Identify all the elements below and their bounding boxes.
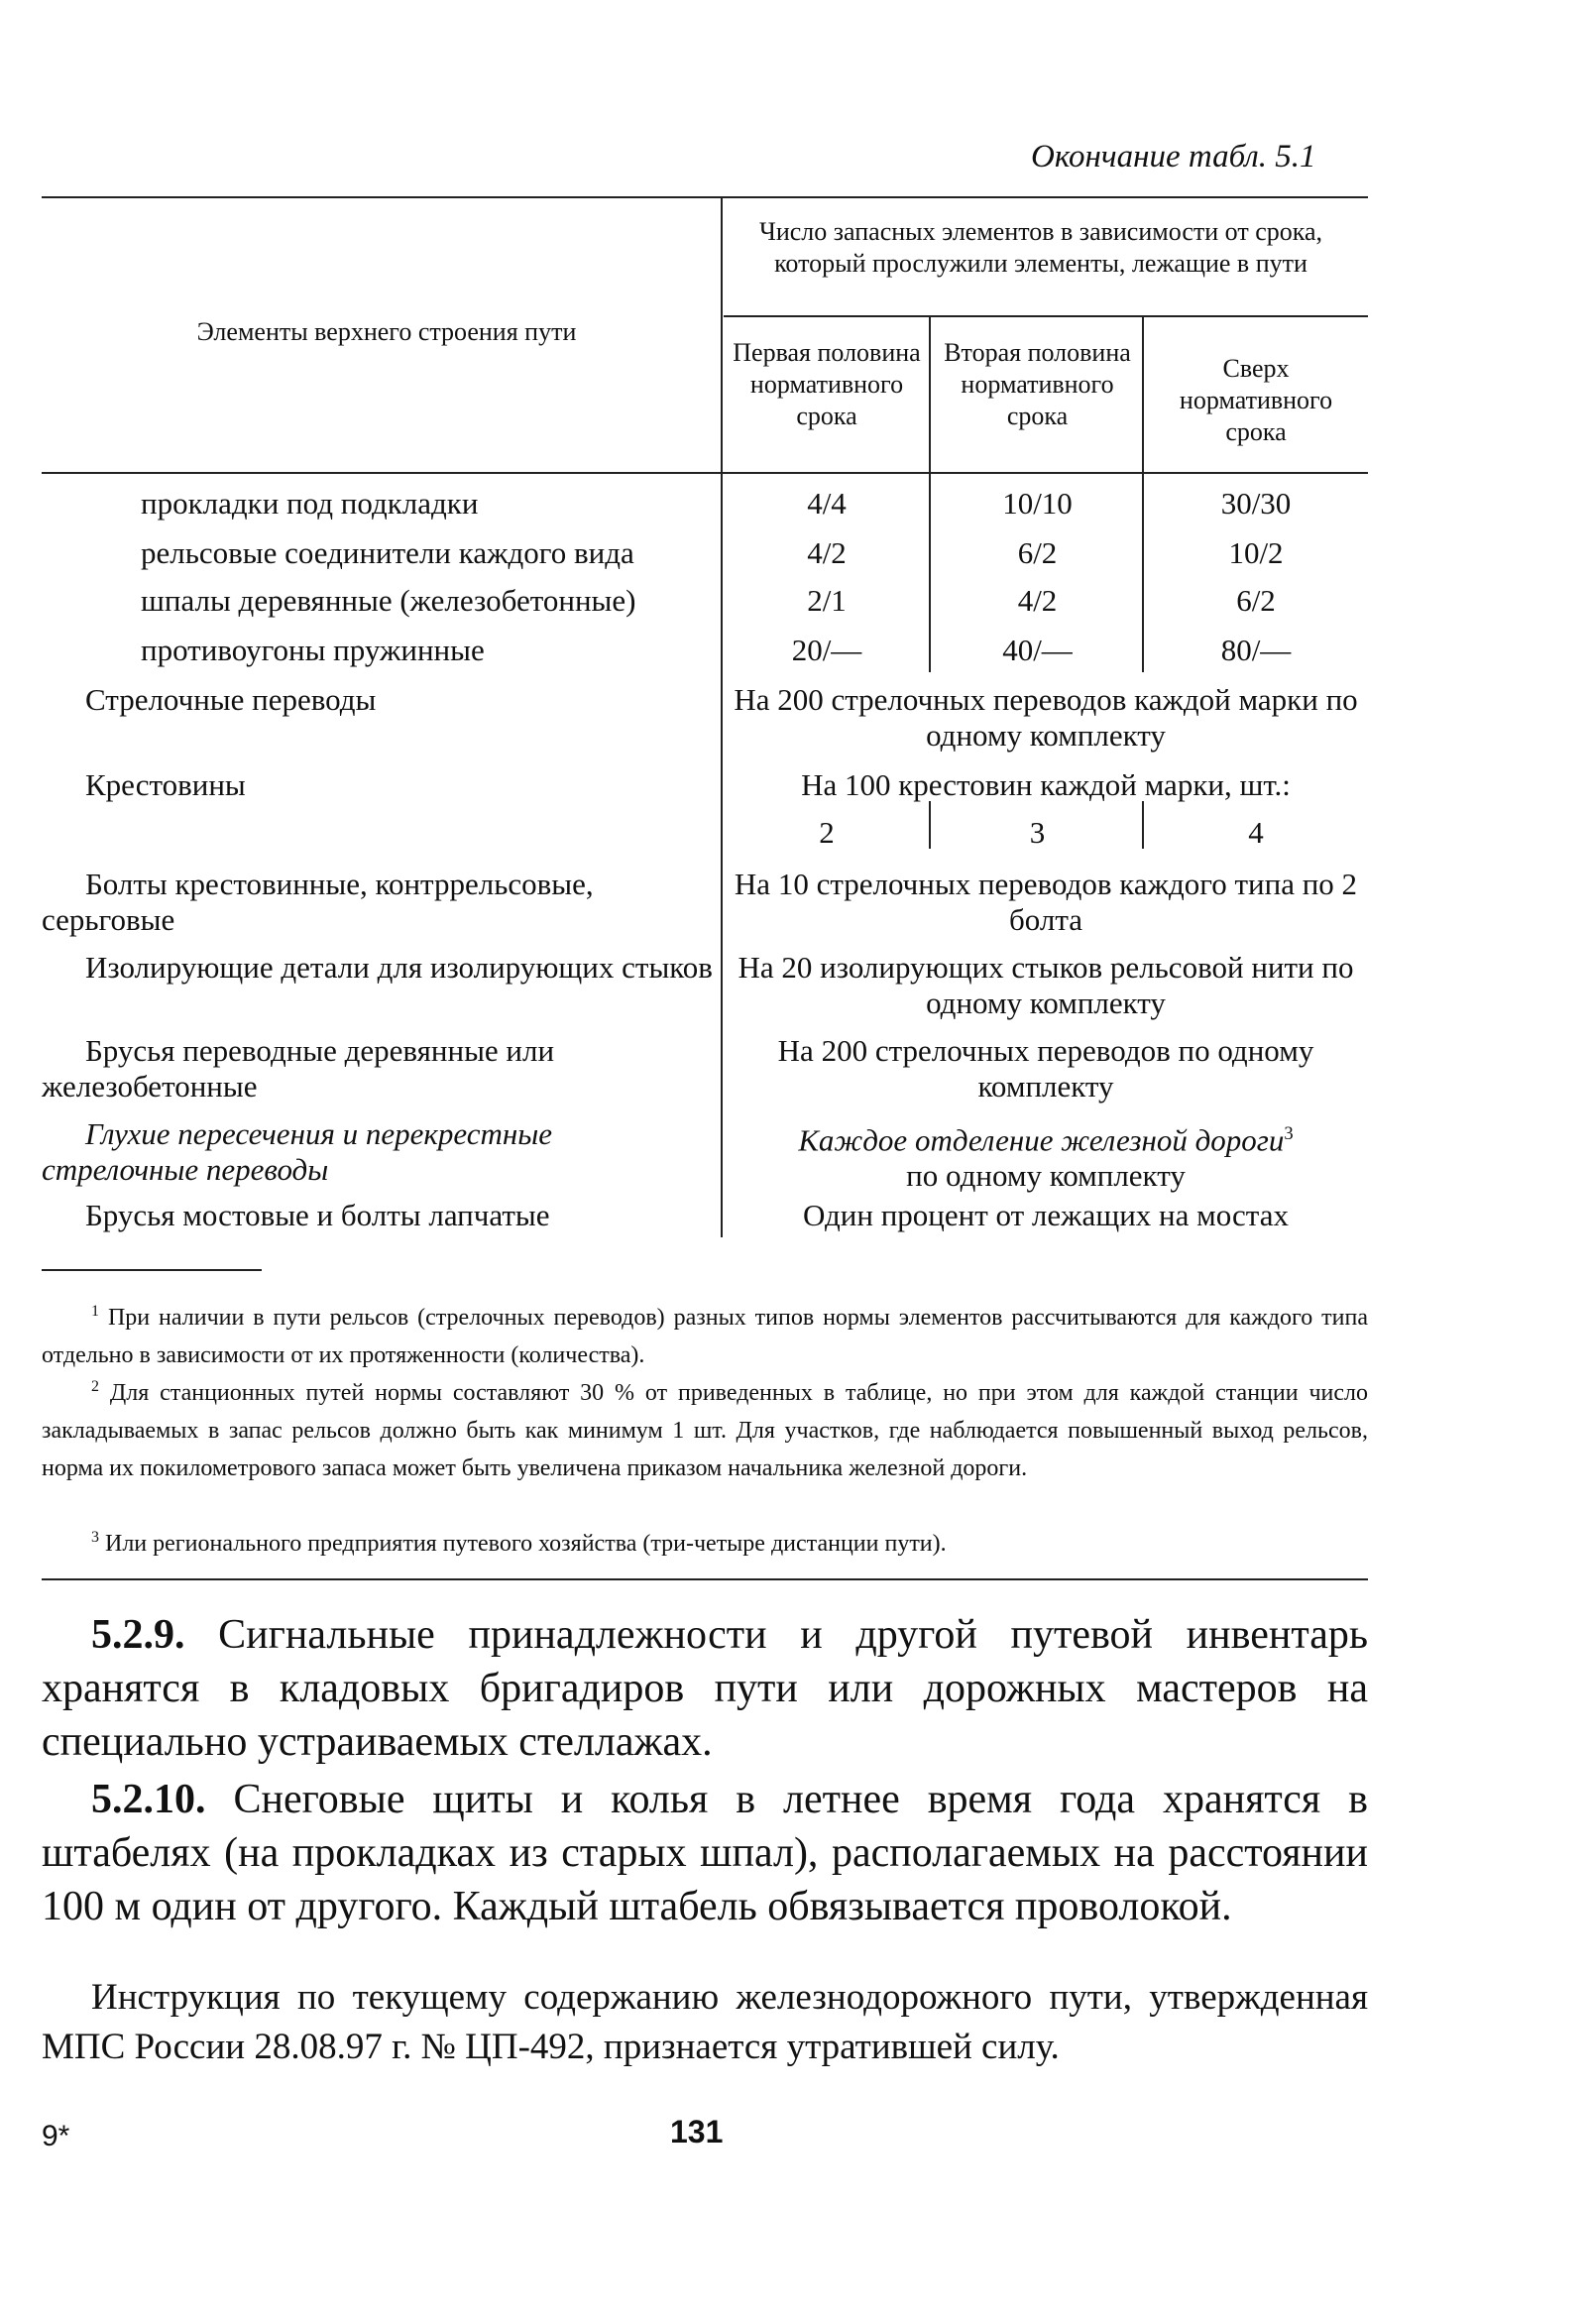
footnote-ref-3: 3: [1284, 1123, 1294, 1144]
paragraph-5-2-10: [42, 1773, 1368, 1933]
table-caption: Окончание табл. 5.1: [1031, 139, 1316, 174]
row-label-bridge: Брусья мостовые и болты лапчатые: [85, 1198, 550, 1232]
switches-value: На 200 стрелочных переводов каждой марки по одному комплекту: [734, 682, 1358, 753]
row-label-pads: прокладки под подкладки: [141, 486, 479, 521]
paragraph-5-2-9: [42, 1608, 1368, 1769]
row-label-anchors: противоугоны пружинные: [141, 633, 485, 667]
col-divider-1-body: [929, 474, 931, 672]
cell: 4/2: [807, 535, 847, 570]
footnote-text: Или регионального предприятия путевого хозяйства (три-четыре дистанции пути).: [105, 1531, 947, 1557]
group-column-header: Число запасных элементов в зависимости от срока, который прослужили элементы, лежащие в пути: [758, 217, 1323, 278]
footnote-number: 2: [91, 1378, 99, 1395]
bridge-value: Один процент от лежащих на мостах: [803, 1198, 1289, 1232]
cell: 10/2: [1228, 535, 1284, 570]
cell: 4/4: [807, 486, 847, 521]
row-label-crossings: Глухие пересечения и перекрестные стрелочные переводы: [42, 1116, 553, 1187]
crossings-value: [729, 1116, 1363, 1194]
section-separator: [42, 1578, 1368, 1580]
table-top-rule: [42, 196, 1368, 198]
cell: 6/2: [1236, 583, 1276, 618]
insulating-value: На 20 изолирующих стыков рельсовой нити по одному комплекту: [738, 950, 1354, 1020]
frogs-count: 3: [1029, 815, 1046, 850]
row-label-insulating: Изолирующие детали для изолирующих стыков: [85, 950, 713, 985]
main-divider: [721, 196, 723, 1237]
frogs-value: На 100 крестовин каждой марки, шт.:: [801, 767, 1291, 802]
col-divider-2-body: [1142, 474, 1144, 672]
footnote-number: 1: [91, 1303, 99, 1320]
cell: 40/—: [1002, 633, 1073, 667]
row-label-ties: Брусья переводные деревянные или железобетонные: [42, 1033, 555, 1104]
subheader-over-norm: Сверх нормативного срока: [1179, 354, 1333, 446]
footnote-text: При наличии в пути рельсов (стрелочных переводов) разных типов нормы элементов рассчитываются для каждого типа отдельно в зависимости от их протяженности (количества).: [42, 1305, 1369, 1368]
paragraph-text: Сигнальные принадлежности и другой путевой инвентарь хранятся в кладовых бригадиров пути или дорожных мастеров на специально устраиваемых стеллажах.: [42, 1612, 1368, 1765]
page-number: 131: [670, 2114, 724, 2150]
bolts-value: На 10 стрелочных переводов каждого типа по 2 болта: [734, 867, 1358, 937]
left-column-header: Элементы верхнего строения пути: [196, 317, 577, 346]
cell: 10/10: [1002, 486, 1073, 521]
count-divider-1: [929, 801, 931, 849]
footnote-separator: [42, 1269, 262, 1271]
footnote-number: 3: [91, 1529, 99, 1546]
cell: 30/30: [1220, 486, 1292, 521]
row-label-bolts: Болты крестовинные, контррельсовые, серьговые: [42, 867, 594, 937]
col-divider-2: [1142, 315, 1144, 472]
paragraph-number: 5.2.9.: [91, 1612, 185, 1658]
paragraph-text: Снеговые щиты и колья в летнее время года хранятся в штабелях (на прокладках из старых шпал), располагаемых на расстоянии 100 м один от другого. Каждый штабель обвязывается проволокой.: [42, 1777, 1369, 1929]
col-divider-1: [929, 315, 931, 472]
subheader-first-half: Первая половина нормативного срока: [733, 338, 921, 430]
footnote-2: [42, 1368, 1368, 1487]
closing-note: Инструкция по текущему содержанию железнодорожного пути, утвержденная МПС России 28.08.97 г. № ЦП-492, признается утратившей силу.: [42, 1977, 1368, 2067]
signature-mark: 9*: [42, 2120, 70, 2152]
header-bottom-rule: [42, 472, 1368, 474]
subheader-second-half: Вторая половина нормативного срока: [944, 338, 1131, 430]
footnote-text: Для станционных путей нормы составляют 30 % от приведенных в таблице, но при этом для каждой станции число закладываемых в запас рельсов должно быть как минимум 1 шт. Для участков, где наблюдается повышенный выход рельсов, норма их покилометрового запаса может быть увеличена приказом начальника железной дороги.: [42, 1380, 1369, 1481]
footnote-3: [42, 1519, 1368, 1563]
cell: 80/—: [1220, 633, 1292, 667]
cell: 4/2: [1017, 583, 1058, 618]
cell: 2/1: [807, 583, 847, 618]
paragraph-number: 5.2.10.: [91, 1777, 206, 1822]
ties-value: На 200 стрелочных переводов по одному комплекту: [777, 1033, 1314, 1104]
row-label-frogs: Крестовины: [85, 767, 246, 802]
cell: 6/2: [1017, 535, 1058, 570]
count-divider-2: [1142, 801, 1144, 849]
crossings-value-text: Каждое отделение железной дороги: [798, 1122, 1285, 1158]
crossings-value-tail: по одному комплекту: [906, 1158, 1186, 1194]
footnote-1: [42, 1293, 1368, 1374]
group-header-rule: [724, 315, 1368, 317]
frogs-count: 2: [819, 815, 835, 850]
row-label-switches: Стрелочные переводы: [85, 682, 377, 717]
frogs-count: 4: [1248, 815, 1264, 850]
row-label-sleepers: шпалы деревянные (железобетонные): [141, 583, 636, 618]
cell: 20/—: [791, 633, 862, 667]
row-label-connectors: рельсовые соединители каждого вида: [141, 535, 634, 570]
